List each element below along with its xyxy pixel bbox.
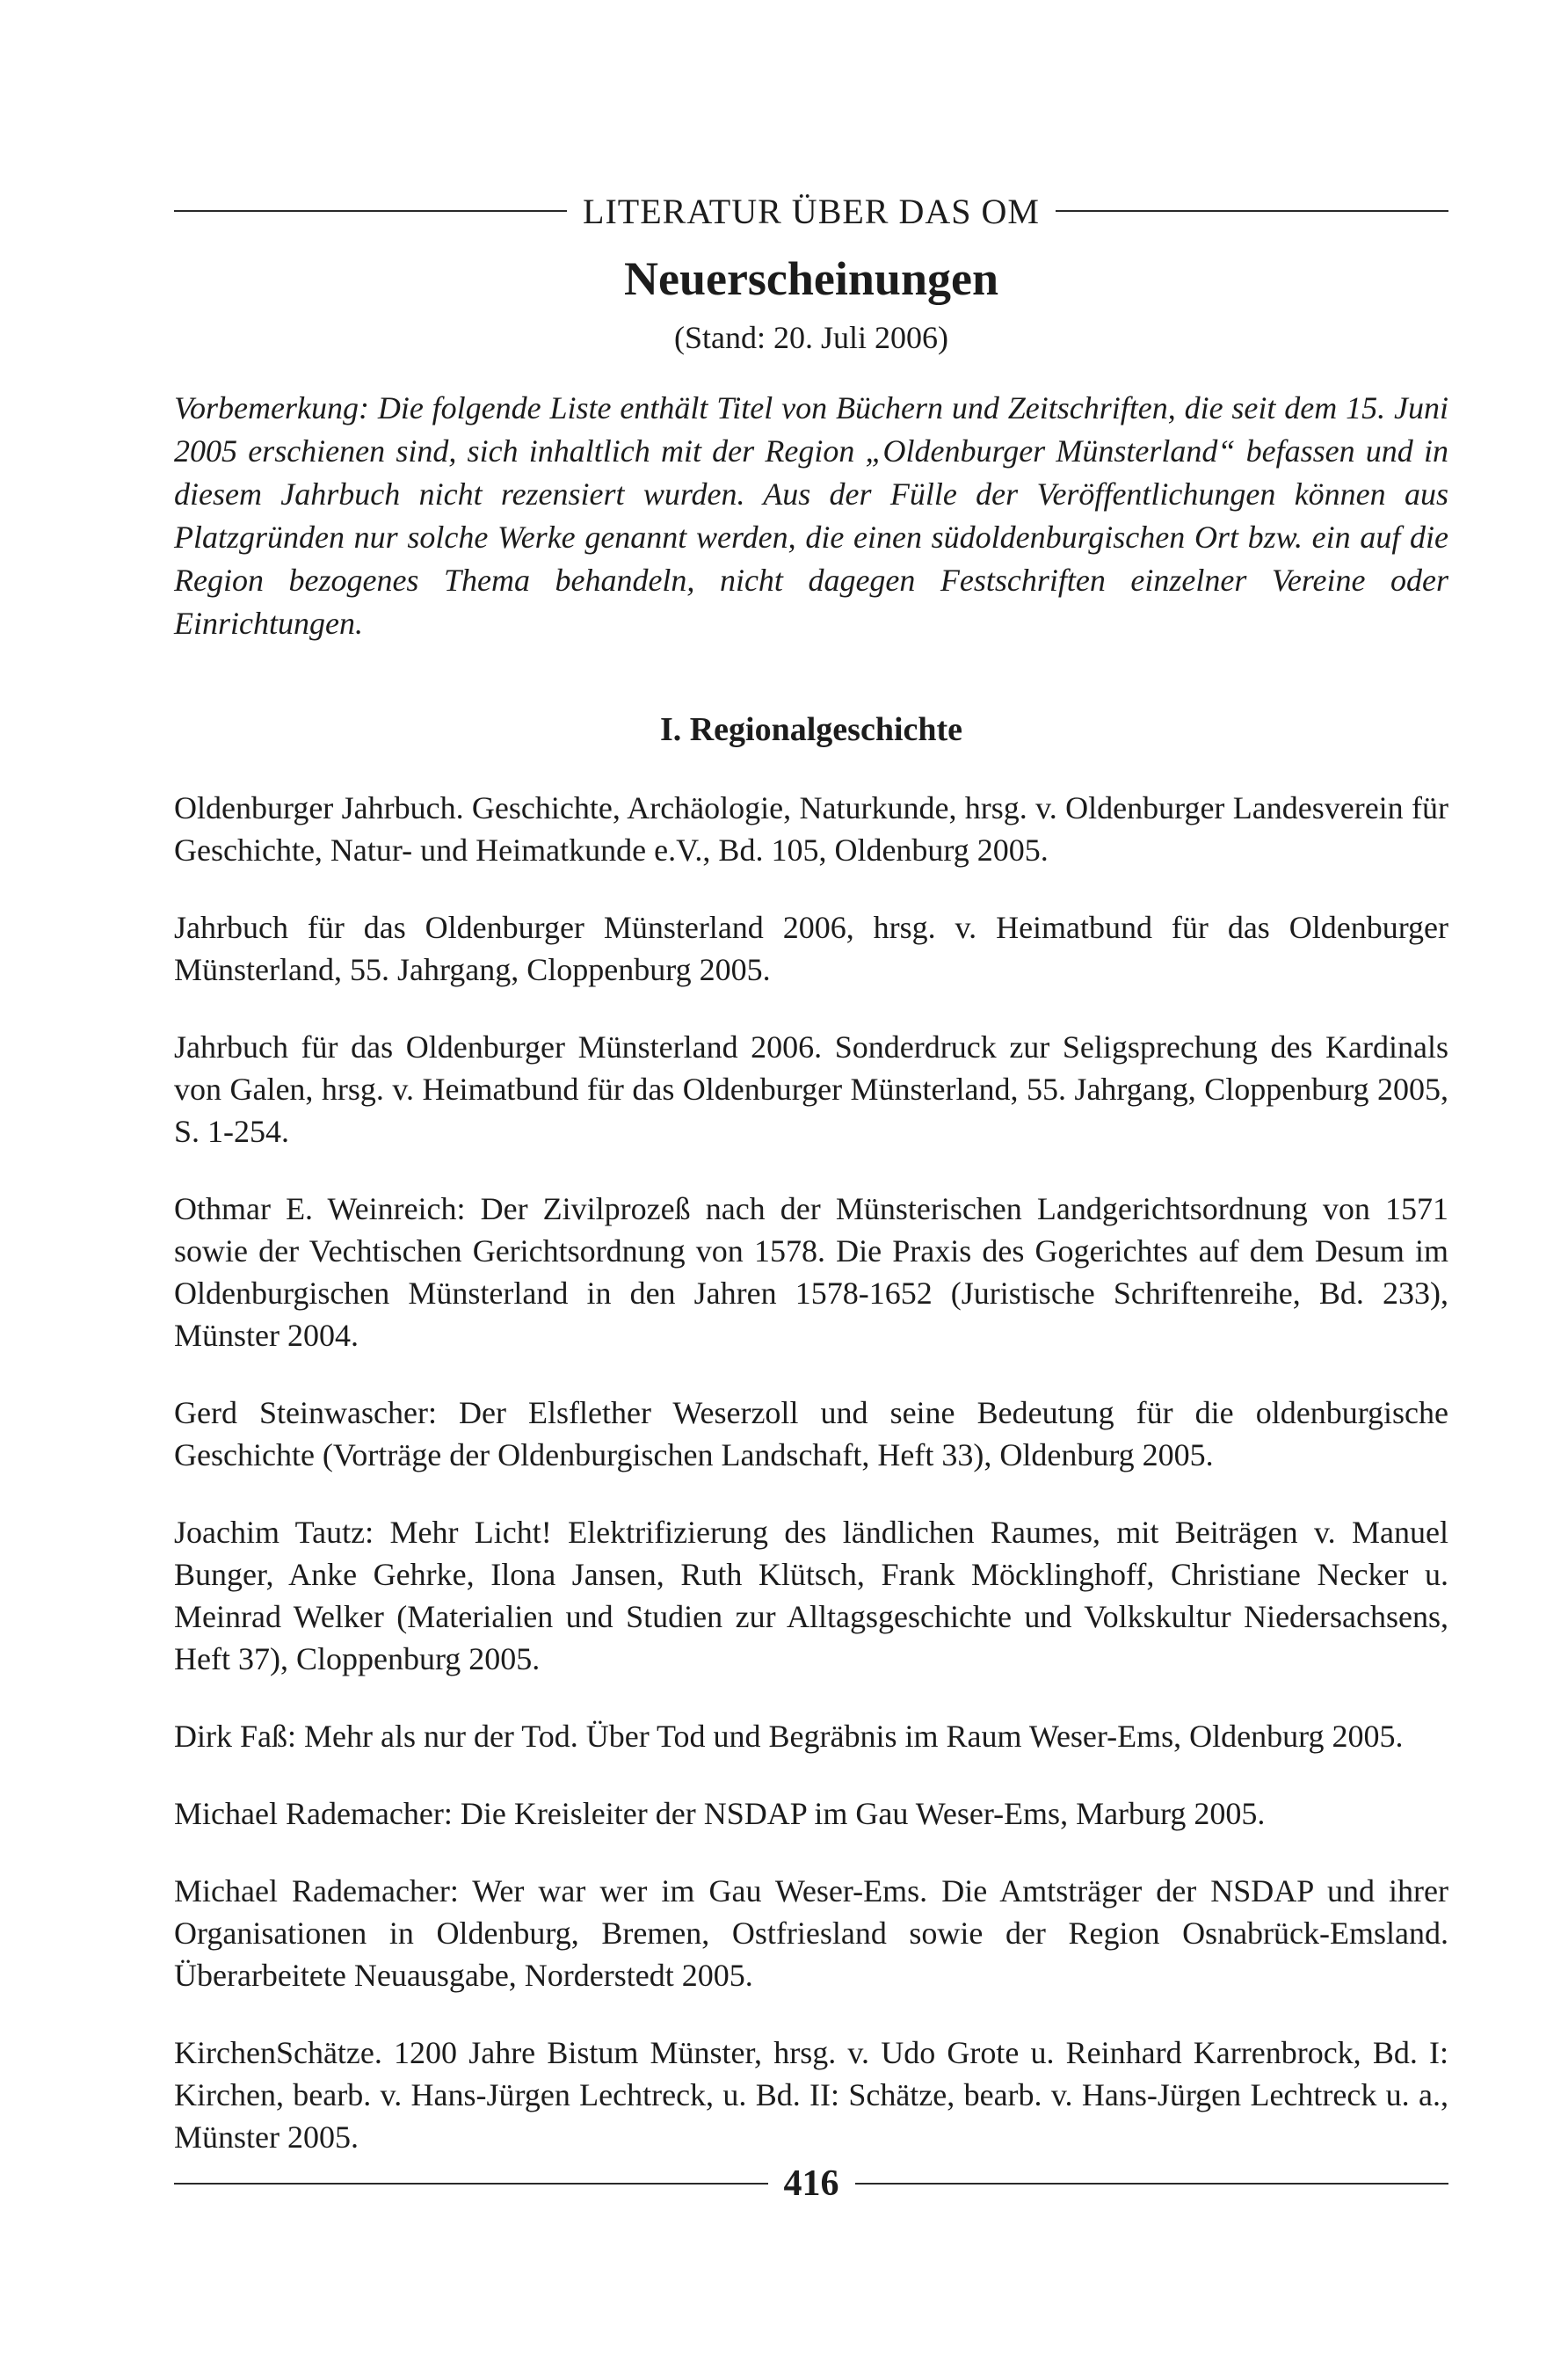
page-footer: [174, 2157, 1448, 2210]
page-title: Neuerscheinungen: [623, 252, 998, 305]
footer-rule-left: [174, 2183, 768, 2185]
footer-rule-right: [855, 2183, 1449, 2185]
header-rule-left: [174, 210, 567, 212]
section-heading: I. Regionalgeschichte: [659, 711, 963, 748]
bibliography-entry: Michael Rademacher: Die Kreisleiter der NSDAP im Gau Weser-Ems, Marburg 2005.: [174, 1796, 1266, 1831]
running-head-label: LITERATUR ÜBER DAS OM: [583, 191, 1040, 231]
bibliography-entry: Jahrbuch für das Oldenburger Münsterland 2006. Sonderdruck zur Seligsprechung des Kardinals von Galen, hrsg. v. Heimatbund für das Oldenburger Münsterland, 55. Jahrgang, Cloppenburg 2005, S. 1-254.: [174, 1029, 1448, 1149]
bibliography-entry: Michael Rademacher: Wer war wer im Gau Weser-Ems. Die Amtsträger der NSDAP und ihrer Organisationen in Oldenburg, Bremen, Ostfriesland sowie der Region Osnabrück-Emsland. Überarbeitete Neuausgabe, Norderstedt 2005.: [174, 1873, 1448, 1993]
page-number: 416: [783, 2163, 839, 2204]
stand-date: (Stand: 20. Juli 2006): [674, 320, 948, 355]
header-rule-right: [1056, 210, 1448, 212]
bibliography-entry: Oldenburger Jahrbuch. Geschichte, Archäologie, Naturkunde, hrsg. v. Oldenburger Landesverein für Geschichte, Natur- und Heimatkunde e.V., Bd. 105, Oldenburg 2005.: [174, 790, 1448, 868]
bibliography-entry: Othmar E. Weinreich: Der Zivilprozeß nach der Münsterischen Landgerichtsordnung von 1571 sowie der Vechtischen Gerichtsordnung von 1578. Die Praxis des Gogerichtes auf dem Desum im Oldenburgischen Münsterland in den Jahren 1578-1652 (Juristische Schriftenreihe, Bd. 233), Münster 2004.: [174, 1191, 1448, 1353]
preface-note: Vorbemerkung: Die folgende Liste enthält Titel von Büchern und Zeitschriften, die seit dem 15. Juni 2005 erschienen sind, sich inhaltlich mit der Region „Oldenburger Münsterland“ befassen und in diesem Jahrbuch nicht rezensiert wurden. Aus der Fülle der Veröffentlichungen können aus Platzgründen nur solche Werke genannt werden, die einen südoldenburgischen Ort bzw. ein auf die Region bezogenes Thema behandeln, nicht dagegen Festschriften einzelner Vereine oder Einrichtungen.: [174, 390, 1448, 641]
running-head: [174, 186, 1448, 236]
bibliography-entry: KirchenSchätze. 1200 Jahre Bistum Münster, hrsg. v. Udo Grote u. Reinhard Karrenbrock, Bd. I: Kirchen, bearb. v. Hans-Jürgen Lechtreck, u. Bd. II: Schätze, bearb. v. Hans-Jürgen Lechtreck u. a., Münster 2005.: [174, 2035, 1448, 2155]
bibliography-entry: Joachim Tautz: Mehr Licht! Elektrifizierung des ländlichen Raumes, mit Beiträgen v. Manuel Bunger, Anke Gehrke, Ilona Jansen, Ruth Klütsch, Frank Möcklinghoff, Christiane Necker u. Meinrad Welker (Materialien und Studien zur Alltagsgeschichte und Volkskultur Niedersachsens, Heft 37), Cloppenburg 2005.: [174, 1515, 1448, 1676]
bibliography-list: [174, 787, 1448, 2193]
bibliography-entry: Jahrbuch für das Oldenburger Münsterland 2006, hrsg. v. Heimatbund für das Oldenburger Münsterland, 55. Jahrgang, Cloppenburg 2005.: [174, 910, 1448, 987]
bibliography-entry: Dirk Faß: Mehr als nur der Tod. Über Tod und Begräbnis im Raum Weser-Ems, Oldenburg 2005.: [174, 1719, 1404, 1754]
bibliography-entry: Gerd Steinwascher: Der Elsflether Weserzoll und seine Bedeutung für die oldenburgische Geschichte (Vorträge der Oldenburgischen Landschaft, Heft 33), Oldenburg 2005.: [174, 1395, 1448, 1472]
